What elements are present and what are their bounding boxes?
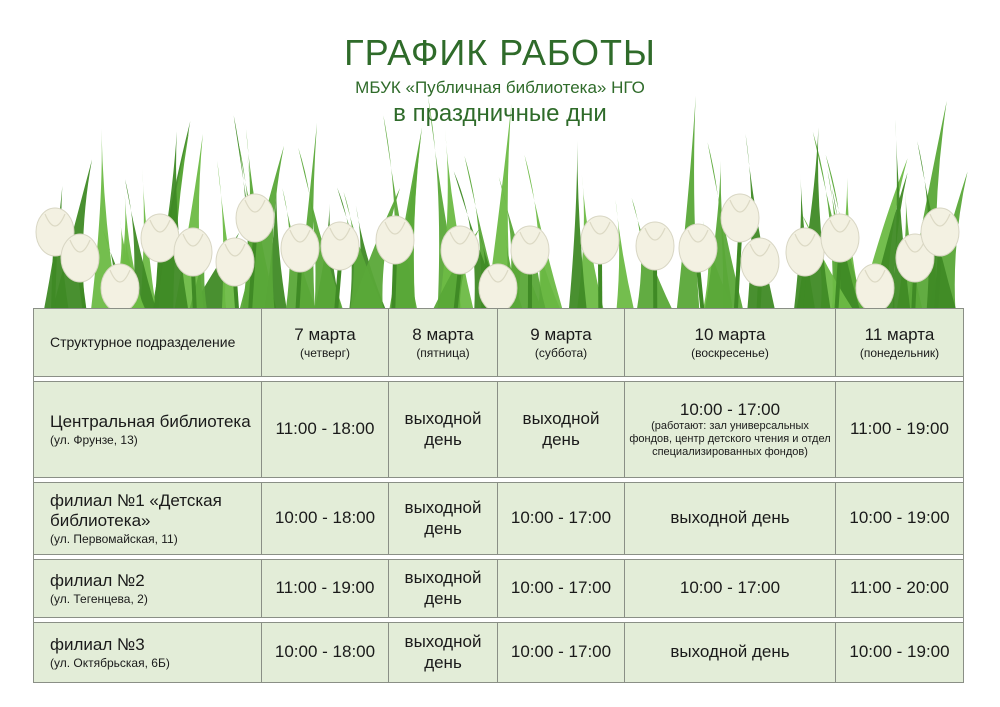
hours-cell: выходной день: [389, 623, 498, 683]
hours-cell: 11:00 - 19:00: [262, 560, 389, 618]
hours-cell: 10:00 - 19:00: [836, 483, 964, 555]
hours-cell: выходной день: [625, 483, 836, 555]
hours-cell: 11:00 - 18:00: [262, 382, 389, 478]
day-header: 7 марта (четверг): [262, 309, 389, 377]
table-row: [34, 483, 964, 555]
table-row: [34, 560, 964, 618]
hours-cell: 11:00 - 19:00: [836, 382, 964, 478]
hours-cell: выходной день: [389, 483, 498, 555]
table-row: [34, 382, 964, 478]
hours-cell: 11:00 - 20:00: [836, 560, 964, 618]
hours-cell: выходной день: [389, 560, 498, 618]
page-title: ГРАФИК РАБОТЫ: [344, 32, 656, 73]
hours-cell: 10:00 - 17:00: [498, 483, 625, 555]
hours-cell: выходной день: [498, 382, 625, 478]
page-subtitle: в праздничные дни: [393, 100, 607, 127]
schedule-table: [33, 308, 964, 683]
table-header-row: [34, 309, 964, 377]
hours-cell: 10:00 - 19:00: [836, 623, 964, 683]
day-header: 8 марта (пятница): [389, 309, 498, 377]
branch-cell: филиал №2 (ул. Тегенцева, 2): [34, 560, 262, 618]
hours-cell: 10:00 - 17:00: [625, 560, 836, 618]
table-row: [34, 623, 964, 683]
branch-cell: филиал №3 (ул. Октябрьская, 6Б): [34, 623, 262, 683]
branch-cell: Центральная библиотека (ул. Фрунзе, 13): [34, 382, 262, 478]
day-header: 11 марта (понедельник): [836, 309, 964, 377]
day-header: 9 марта (суббота): [498, 309, 625, 377]
hours-cell: 10:00 - 17:00 (работают: зал универсальных фондов, центр детского чтения и отдел специализированных фондов): [625, 382, 836, 478]
hours-cell: выходной день: [389, 382, 498, 478]
organization-name: МБУК «Публичная библиотека» НГО: [355, 78, 645, 97]
hours-cell: 10:00 - 18:00: [262, 483, 389, 555]
branch-cell: филиал №1 «Детская библиотека» (ул. Первомайская, 11): [34, 483, 262, 555]
day-header: 10 марта (воскресенье): [625, 309, 836, 377]
unit-column-header: Структурное подразделение: [34, 309, 262, 377]
hours-note: (работают: зал универсальных фондов, центр детского чтения и отдел специализированных фондов): [629, 419, 831, 459]
hours-cell: 10:00 - 18:00: [262, 623, 389, 683]
hours-cell: выходной день: [625, 623, 836, 683]
hours-cell: 10:00 - 17:00: [498, 623, 625, 683]
hours-cell: 10:00 - 17:00: [498, 560, 625, 618]
